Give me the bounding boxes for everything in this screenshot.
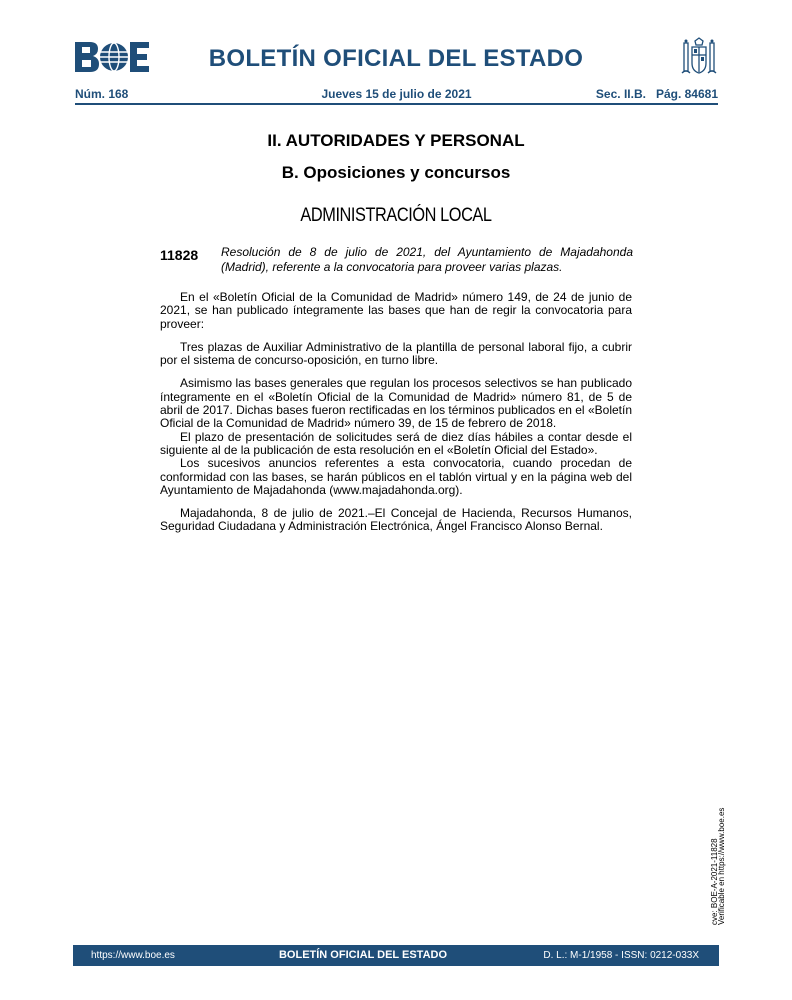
resolution-body [160, 291, 632, 534]
footer-title: BOLETÍN OFICIAL DEL ESTADO [278, 949, 448, 961]
footer-bar [73, 945, 719, 966]
signature-paragraph: Majadahonda, 8 de julio de 2021.–El Concejal de Hacienda, Recursos Humanos, Seguridad Ciudadana y Administración Electrónica, Ángel Francisco Alonso Bernal. [160, 506, 632, 534]
footer-legal: D. L.: M-1/1958 - ISSN: 0212-033X [543, 950, 699, 961]
issue-number: Núm. 168 [75, 87, 129, 101]
footer-url-link[interactable]: https://www.boe.es [91, 950, 175, 961]
coat-of-arms-icon [680, 37, 718, 82]
verification-note [710, 807, 792, 925]
paragraph: Los sucesivos anuncios referentes a esta convocatoria, cuando procedan de conformidad con las bases, se harán públicos en el tablón virtual y en la página web del Ayuntamiento de Majadahonda (www.majadahonda.org). [160, 456, 632, 497]
section-heading: II. AUTORIDADES Y PERSONAL [267, 131, 525, 150]
paragraph: Asimismo las bases generales que regulan los procesos selectivos se han publicado íntegramente en el «Boletín Oficial de la Comunidad de Madrid» número 81, de 5 de abril de 2017. Dichas bases fueron rectificadas en los términos publicados en el «Boletín Oficial de la Comunidad de Madrid» número 39, de 15 de febrero de 2018. [160, 376, 632, 431]
issue-date: Jueves 15 de julio de 2021 [321, 87, 472, 101]
resolution-number: 11828 [160, 247, 199, 263]
paragraph: Tres plazas de Auxiliar Administrativo de la plantilla de personal laboral fijo, a cubrir por el sistema de concurso-oposición, en turno libre. [160, 339, 632, 368]
section-page: Sec. II.B. Pág. 84681 [595, 87, 718, 101]
paragraph: En el «Boletín Oficial de la Comunidad de Madrid» número 149, de 24 de junio de 2021, se han publicado íntegramente las bases que han de regir la convocatoria para proveer: [160, 290, 632, 331]
subsection-heading: B. Oposiciones y concursos [281, 163, 511, 182]
cve-code: cve: BOE-A-2021-11828 [710, 838, 719, 925]
administration-heading: ADMINISTRACIÓN LOCAL [300, 205, 492, 226]
boe-logo [75, 42, 149, 77]
paragraph: El plazo de presentación de solicitudes será de diez días hábiles a contar desde el siguiente al de la publicación de esta resolución en el «Boletín Oficial del Estado». [160, 429, 632, 457]
header-rule [75, 103, 718, 105]
verification-url: Verificable en https://www.boe.es [717, 807, 726, 925]
resolution-summary: Resolución de 8 de julio de 2021, del Ayuntamiento de Majadahonda (Madrid), referente a la convocatoria para proveer varias plazas. [221, 245, 633, 274]
publication-title: BOLETÍN OFICIAL DEL ESTADO [208, 45, 584, 72]
